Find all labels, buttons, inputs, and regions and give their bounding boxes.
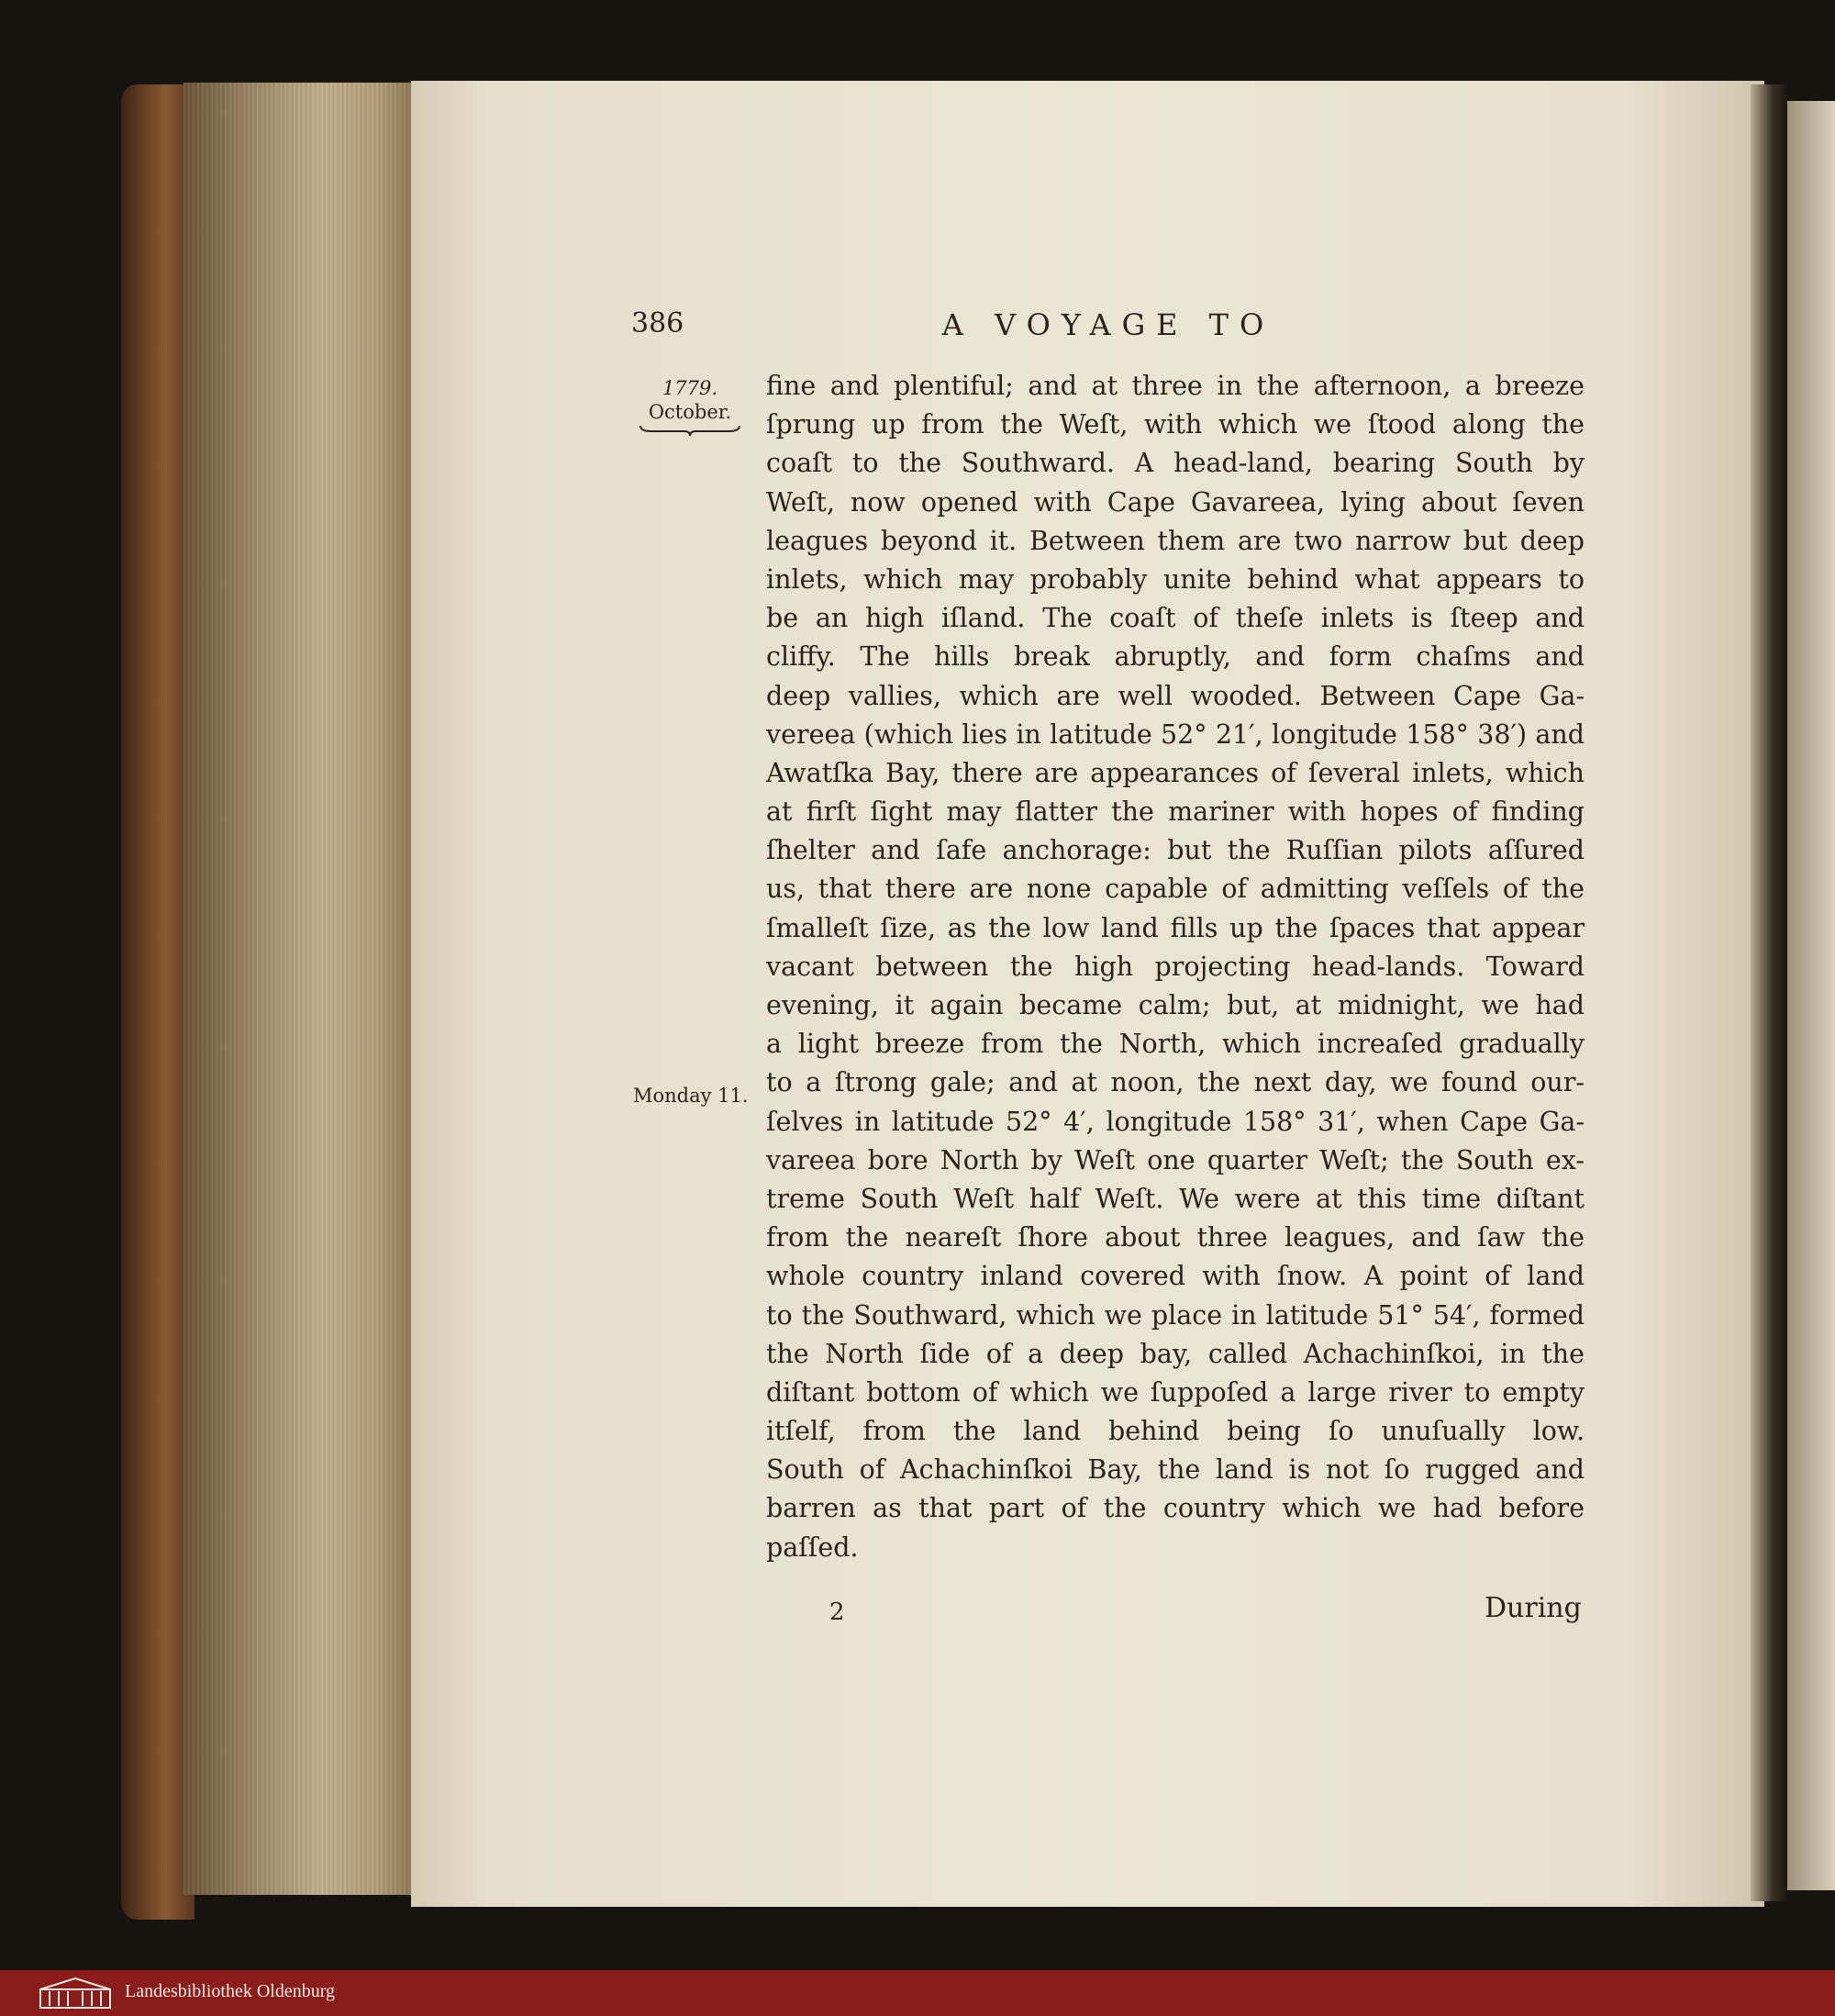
text-line: leagues beyond it. Between them are two narrow but deep [766, 525, 1585, 556]
brace-icon [639, 424, 741, 437]
text-line: vacant between the high projecting head-lands. Toward [766, 951, 1585, 982]
text-line: be an high iſland. The coaſt of theſe inlets is ſteep and [766, 603, 1585, 634]
signature-mark: 2 [829, 1598, 845, 1626]
margin-date [637, 376, 743, 437]
margin-month: October. [648, 401, 732, 423]
body-text [766, 367, 1585, 1567]
running-head [631, 307, 1585, 353]
margin-year: 1779. [662, 377, 718, 399]
text-line: ſhelter and ſafe anchorage: but the Ruſſian pilots aſſured [766, 835, 1585, 866]
text-line: ſprung up from the Weſt, with which we ſtood along the [766, 409, 1585, 440]
text-line: vareea bore North by Weſt one quarter Weſt; the South ex- [766, 1144, 1585, 1175]
text-line: barren as that part of the country which we had before [766, 1493, 1585, 1524]
text-line: to the Southward, which we place in latitude 51° 54′, formed [766, 1299, 1585, 1331]
text-line: ſmalleſt ſize, as the low land fills up the ſpaces that appear [766, 912, 1585, 943]
text-line: us, that there are none capable of admitting veſſels of the [766, 874, 1585, 905]
text-line: itſelf, from the land behind being ſo unuſually low. [766, 1416, 1585, 1447]
text-line: coaſt to the Southward. A head-land, bearing South by [766, 448, 1585, 479]
text-line: vereea (which lies in latitude 52° 21′, longitude 158° 38′) and [766, 718, 1585, 750]
text-line: South of Achachinſkoi Bay, the land is not ſo rugged and [766, 1454, 1585, 1486]
library-building-icon [39, 1977, 112, 2010]
catchword: During [1485, 1592, 1582, 1624]
facing-page-edge [1787, 101, 1835, 1890]
text-line: Awatſka Bay, there are appearances of ſeveral inlets, which [766, 757, 1585, 788]
library-name: Landesbibliothek Oldenburg [125, 1981, 336, 2001]
text-line: to a ſtrong gale; and at noon, the next day, we found our- [766, 1067, 1585, 1098]
text-line: Weſt, now opened with Cape Gavareea, lying about ſeven [766, 486, 1585, 518]
text-line: ſelves in latitude 52° 4′, longitude 158° 31′, when Cape Ga- [766, 1106, 1585, 1137]
text-line: deep vallies, which are well wooded. Between Cape Ga- [766, 680, 1585, 711]
text-line: diſtant bottom of which we ſuppoſed a large river to empty [766, 1376, 1585, 1408]
text-line: evening, it again became calm; but, at midnight, we had [766, 990, 1585, 1020]
text-line: whole country inland covered with ſnow. A point of land [766, 1261, 1585, 1292]
text-line: inlets, which may probably unite behind what appears to [766, 563, 1585, 595]
book-gutter [1751, 84, 1787, 1901]
text-line: fine and plentiful; and at three in the afternoon, a breeze [766, 371, 1585, 401]
text-line: paſſed. [766, 1531, 859, 1563]
library-bar [0, 1970, 1835, 2016]
margin-day-note: Monday 11. [633, 1085, 749, 1107]
text-line: the North ſide of a deep bay, called Achachinſkoi, in the [766, 1338, 1585, 1369]
text-line: cliffy. The hills break abruptly, and form chaſms and [766, 641, 1585, 673]
text-line: at firſt ſight may flatter the mariner with hopes of finding [766, 796, 1585, 828]
page-number: 386 [631, 307, 684, 340]
running-title: A VOYAGE TO [941, 307, 1275, 342]
page-edges [184, 83, 413, 1895]
text-line: treme South Weſt half Weſt. We were at this time diſtant [766, 1183, 1585, 1214]
text-line: from the neareſt ſhore about three leagues, and ſaw the [766, 1222, 1585, 1253]
text-line: a light breeze from the North, which increaſed gradually [766, 1029, 1585, 1060]
